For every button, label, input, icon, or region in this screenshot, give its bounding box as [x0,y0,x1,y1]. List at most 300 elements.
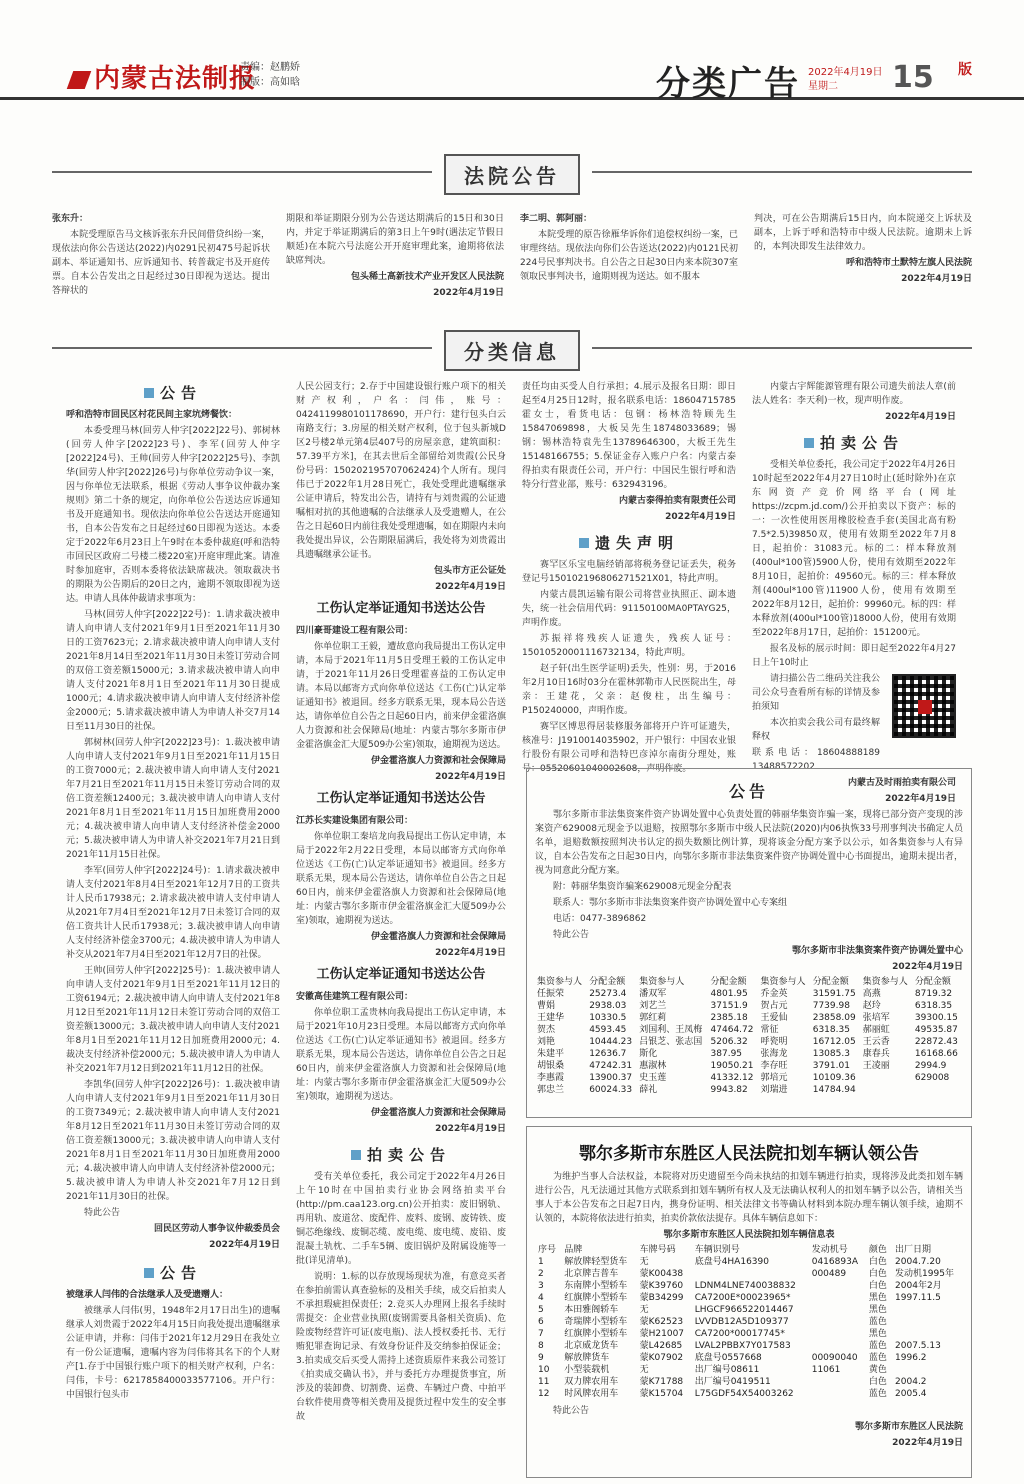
issue-date [808,66,883,94]
participant-name: 王凌丽 [862,1061,890,1071]
vin: 底盘号0557668 [694,1353,762,1363]
col-header: 分配金额 [812,977,849,987]
labor-p2: 马林(回劳人仲字[2022]22号)：1.请求裁决被申请人向申请人支付2021年9月1日至2021年11月30日的工资7623元；2.请求裁决被申请人向申请人支付2021年8月14日至2021年11月30日未签订劳动合同的双倍工资差额15000元；3.请求裁决被申请人向申请人支付2021年8月1日至2021年11月30日提成1000元；4.请求裁决被申请人向申请人支付经济补偿金2000元；5.请求裁决被申请人为申请人补交7月14日至11月30日的社保。 [66,610,280,732]
manufacture-date: 发动机1995年 [895,1269,954,1279]
plate-number: 蒙K15704 [639,1389,684,1399]
vin: 出厂编号0419511 [694,1377,771,1387]
square-icon [579,538,589,548]
row-index: 6 [538,1317,544,1327]
participant-name: 乔金英 [760,989,788,999]
auction2-p4: 本次拍卖会我公司有最终解释权 [752,718,880,742]
vehicle-color: 黄色 [868,1365,887,1375]
vehicle-brand: 北京威龙货车 [564,1341,619,1351]
banner-rule [52,347,432,349]
allocation-amount: 9943.82 [710,1085,748,1095]
participant-name: 惠淑林 [639,1061,667,1071]
lost-p5: 赛罕区博思得居装修服务部将开户许可证遗失，核准号：J1910014035902，开户银行：中国农业银行股份有限公司呼和浩特巴彦淖尔南街分理处，账号：05520601040002608，声明作废。 [522,722,736,774]
square-icon [804,438,814,448]
lost-seal-p1: 内蒙古宇辉能源管理有限公司遗失前法人章(前法人姓名：李天利)一枚，现声明作废。 [752,382,956,406]
recipient: 被继承人闫伟的合法继承人及受遗赠人： [66,1290,229,1300]
recipient: 四川豪哥建设工程有限公司： [296,626,414,636]
vehicle-brand: 本田雅阁轿车 [564,1305,619,1315]
court-banner-title: 法院公告 [444,154,580,195]
vehicle-brand: 红旗牌小型轿车 [564,1329,628,1339]
allocation-amount: 7739.98 [812,1001,850,1011]
vin: 底盘号4HA16390 [694,1257,769,1267]
participant-name: 张培军 [862,1013,890,1023]
plate-number: 蒙K39760 [639,1281,684,1291]
page-number: 15 [892,60,934,95]
allocation-rows [535,988,963,1096]
allocation-amount: 39300.15 [914,1013,958,1023]
row-index: 2 [538,1269,544,1279]
allocation-row [535,988,963,1000]
allocation-amount [913,1084,963,1096]
recipient: 安徽高佳建筑工程有限公司： [296,992,414,1002]
participant-name: 胡银桑 [537,1061,565,1071]
col-header: 品牌 [564,1245,583,1255]
participant-name: 郭忠兰 [537,1085,565,1095]
row-index: 10 [538,1365,550,1375]
injury1-date: 2022年4月19日 [435,772,506,782]
manufacture-date: 1996.2 [895,1353,927,1363]
allocation-amount: 47464.72 [710,1025,754,1035]
allocation-amount: 19050.21 [710,1061,754,1071]
dongsheng-notice [526,1126,972,1478]
participant-name: 呼瓷明 [760,1037,788,1047]
allocation-amount: 387.95 [710,1049,743,1059]
page-tag: 版 [958,62,972,78]
dongsheng-end: 特此公告 [553,1406,590,1416]
ordos-p3: 联系人：鄂尔多斯市非法集资案件资产协调处置中心专案组 [553,898,788,908]
allocation-amount: 629008 [914,1073,950,1083]
allocation-row [535,1036,963,1048]
banner-rule [52,171,432,173]
vehicle-row [535,1352,963,1364]
vehicle-row [535,1256,963,1268]
vehicle-row [535,1364,963,1376]
vehicle-color: 黑色 [868,1293,887,1303]
labor-notice [66,380,280,1404]
vehicle-brand: 解放牌货车 [564,1353,610,1363]
engine-number [809,1304,866,1316]
dongsheng-footer [535,1404,963,1450]
allocation-amount: 10109.36 [812,1073,856,1083]
qr-code-icon[interactable] [892,674,956,738]
col-header: 出厂日期 [895,1245,932,1255]
row-index: 7 [538,1329,544,1339]
auction1-p2: 说明：1.标的以存放现场现状为准，有意竞买者在参拍前需认真查验标的及相关手续，成交后拍卖人不承担瑕疵担保责任；2.竞买人办理网上报名手续时需提交：企业营业执照(废钢需要具备相关资质)、危险废物经营许可证(废电瓶)、法人授权委托书、无行贿犯罪查询记录、有效身份证件及交纳参拍保证金；3.拍卖成交后买受人需持上述资质原件来我公司签订《拍卖成交确认书》，并与委托方办理提货事宜，所涉及的装卸费、切割费、运费、车辆过户费、中拍平台软件使用费等相关费用及提货过程中发生的安全事故 [296,1272,506,1422]
heir-heading: 公告 [66,1266,280,1280]
vehicle-color: 白色 [868,1377,887,1387]
allocation-amount: 13900.37 [589,1073,633,1083]
labor-heading: 公告 [66,386,280,400]
court-date: 2022年4月19日 [901,274,972,284]
recipient: 张东升： [52,214,89,224]
labor-p6: 李凯华(回劳人仲字[2022]26号)：1.裁决被申请人向申请人支付2021年9月1日至2021年11月30日的工资7349元；2.裁决被申请人向申请人支付2021年8月12日至2021年11月30日未签订劳动合同的双倍工资差额13000元；3.裁决被申请人向申请人支付2021年8月1日至2021年11月30日加班费用2000元；4.裁决被申请人向申请人支付经济补偿2000元；5.裁决被申请人为申请人补交2021年7月12日到2021年11月30日的社保。 [66,1080,280,1202]
notice-body: 判决，可在公告期满后15日内，向本院递交上诉状及副本，上诉于呼和浩特市中级人民法院。逾期未上诉的，本判决即发生法律效力。 [754,214,972,252]
newspaper-logo [70,58,256,95]
manufacture-date: 2004.7.20 [895,1257,941,1267]
manufacture-date: 2007.5.13 [895,1341,941,1351]
allocation-amount: 4593.45 [589,1025,627,1035]
allocation-header-row [535,976,963,988]
participant-name: 郭培元 [760,1073,788,1083]
auction2-p1: 受相关单位委托，我公司定于2022年4月26日10时起至2022年4月27日10时止(延时除外)在京东网资产竞价网络平台(网址https://zcpm.jd.com/)公开拍卖以下资产：标的一：一次性使用医用橡胶检查手套(美国北高有粉7.5*2.5)39850双，使用有效期至2022年7月8日，起拍价：31083元。标的二：样本释放剂(400ul*100管)5900人份，使用有效期至2022年8月10日，起拍价：49560元。标的三：样本释放剂(400ul*100管)11900人份，使用有效期至2022年8月12日，起拍价：99960元。标的四：样本释放剂(400ul*100管)18000人份，使用有效期至2022年8月17日，起拍价：151200元。 [752,460,956,638]
vin: L75GDF54X54003262 [694,1389,794,1399]
plate-number: 无 [639,1305,649,1315]
engine-number [809,1316,866,1328]
engine-number: 0416893A [811,1257,858,1267]
info-banner [52,330,972,366]
vin: LHGCF966522014467 [694,1305,794,1315]
allocation-amount: 4801.95 [710,989,748,999]
dongsheng-date: 2022年4月19日 [892,1438,963,1448]
column-2 [296,380,506,1426]
vehicle-color: 白色 [868,1281,887,1291]
court-banner [52,154,972,190]
plate-number: 蒙L42685 [639,1341,683,1351]
vehicle-row [535,1340,963,1352]
vehicle-brand: 解放牌轻型货车 [564,1257,628,1267]
ordos-date: 2022年4月19日 [892,962,963,972]
plate-number: 蒙K00438 [639,1269,684,1279]
participant-name: 朱建平 [537,1049,565,1059]
vehicle-color: 黑色 [868,1305,887,1315]
column-4 [752,380,956,808]
injury1-body: 你单位职工王毅，遭故意向我局提出工伤认定申请，本局于2021年11月5日受理王毅的工伤认定申请，于2021年11月26日受理霍喜益的工伤认定申请。本局以邮寄方式向你单位送达《工伤(亡)认定举证通知书》被退回。经多方联系无果，现本局公告送达，请你单位自公告之日起60日内，前来伊金霍洛旗人力资源和社会保障局(地址：内蒙古鄂尔多斯市伊金霍洛旗金汇大厦509办公室)领取，逾期视为送达。 [296,642,506,750]
participant-name: 赵玲 [862,1001,881,1011]
plate-number: 无 [639,1257,649,1267]
manufacture-date [892,1316,963,1328]
vehicle-rows [535,1256,963,1400]
vehicle-row [535,1376,963,1388]
allocation-row [535,1012,963,1024]
col-header: 分配金额 [589,977,626,987]
recipient: 李二明、郭阿丽： [520,214,593,224]
participant-name: 张海龙 [760,1049,788,1059]
engine-number [809,1292,866,1304]
participant-name: 刘瑞进 [760,1085,788,1095]
participant-name: 吕银芝、张志国 [639,1037,703,1047]
labor-end: 特此公告 [84,1208,121,1218]
participant-name: 史玉莲 [639,1073,667,1083]
labor-sign: 回民区劳动人事争议仲裁委员会 [153,1224,280,1234]
allocation-amount: 16168.66 [914,1049,958,1059]
allocation-amount: 14784.94 [812,1085,856,1095]
participant-name: 刘艳 [537,1037,556,1047]
recipient: 江苏长实建设集团有限公司： [296,816,414,826]
court-sign: 包头稀土高新技术产业开发区人民法院 [350,272,504,282]
vehicle-header-row [535,1244,963,1256]
labor-p5: 王帅(回劳人仲字[2022]25号)：1.裁决被申请人向申请人支付2021年9月1日至2021年11月12日的工资6194元；2.裁决被申请人向申请人支付2021年8月12日至2021年11月12日未签订劳动合同的双倍工资差额13000元；3.裁决被申请人向申请人支付2021年8月1日至2021年11月12日加班费用2000元；4.裁决支付经济补偿2000元；5.裁决被申请人为申请人补交2021年7月12日到2021年11月12日的社保。 [66,966,280,1074]
ordos-heading: 公告 [728,782,769,801]
allocation-amount: 2994.9 [914,1061,947,1071]
notice-body: 本院受理的原告徐雁华诉你们追偿权纠纷一案，已审理终结。现依法向你们公告送达(2022)内0121民初224号民事判决书。自公告之日起30日内来本院307室领取民事判决书，逾期则视为送达。如不服本 [520,230,738,282]
plate-number: 蒙K07902 [639,1353,684,1363]
participant-name: 斯化 [639,1049,658,1059]
dongsheng-body [535,1170,963,1242]
injury1-sign: 伊金霍洛旗人力资源和社会保障局 [370,756,506,766]
participant-name: 薛礼 [639,1085,658,1095]
square-icon [351,1150,361,1160]
injury3-sign: 伊金霍洛旗人力资源和社会保障局 [370,1108,506,1118]
participant-name: 任振荣 [537,989,565,999]
manufacture-date: 2004.2 [895,1377,927,1387]
row-index: 3 [538,1281,544,1291]
auction2-p5: 联系电话：18604888189 13488572202 [752,748,880,772]
allocation-amount: 2385.18 [710,1013,748,1023]
labor-p4: 李军(回劳人仲字[2022]24号)：1.请求裁决被申请人支付2021年8月4日至2021年12月7日的工资共计人民币17938元；2.请求裁决被申请人支付申请人从2021年7月4日至2021年12月7日未签订合同的双倍工资共计人民币17938元；3.裁决被申请人向申请人支付经济补偿金3700元；4.裁决被申请人为申请人补交从2021年7月4日至2021年12月7日的社保。 [66,866,280,960]
labor-date: 2022年4月19日 [209,1240,280,1250]
participant-name: 郝丽虹 [862,1025,890,1035]
injury2-body: 你单位职工秦培龙向我局提出工伤认定申请，本局于2022年2月22日受理，本局以邮寄方式向你单位送达《工伤(亡)认定举证通知书》被退回。经多方联系无果，现本局公告送达，请你单位自公告之日起60日内，前来伊金霍洛旗人力资源和社会保障局(地址：内蒙古鄂尔多斯市伊金霍洛旗金汇大厦509办公室)领取，逾期视为送达。 [296,832,506,926]
participant-name: 康春兵 [862,1049,890,1059]
col-header: 集资参与人 [760,977,806,987]
auction1-p1: 受有关单位委托，我公司定于2022年4月26日上午10时在中国拍卖行业协会网络拍卖平台(http://pm.caa123.org.cn)公开拍卖：废旧钢轨、再用轨、废道岔、废配件、废料、废钢、废铸铁、废铜芯绝缘线、废铜芯缆、废电缆、废电缆、废铅、废混凝土轨枕、二手车5辆、废旧锅炉及附属设施等一批(详见清单)。 [296,1172,506,1266]
allocation-amount: 3791.01 [812,1061,850,1071]
court-notice-1 [52,212,270,300]
logo-text: 内蒙古法制报 [94,64,257,94]
dongsheng-title: 鄂尔多斯市东胜区人民法院扣划车辆认领公告 [579,1144,919,1164]
allocation-amount: 10444.23 [589,1037,633,1047]
auction2-contact-block [752,672,956,774]
ordos-p2: 附：韩丽华集资诈骗案629008元现金分配表 [553,882,732,892]
manufacture-date [892,1304,963,1316]
auction1-sign: 内蒙古泰得拍卖有限责任公司 [618,496,736,506]
participant-name: 刘艺兰 [639,1001,667,1011]
engine-number [809,1280,866,1292]
manufacture-date [892,1364,963,1376]
allocation-amount: 49535.87 [914,1025,958,1035]
participant-name: 王云香 [862,1037,890,1047]
row-index: 1 [538,1257,544,1267]
vehicle-row [535,1328,963,1340]
lost-p4: 赵子轩(出生医学证明)丢失，性别：男，于2016年2月10日16时03分在霍林郭勒市人民医院出生，母亲：王建花，父亲：赵俊柱，出生编号：P150240000，声明作废。 [522,664,736,716]
injury1-title: 工伤认定举证通知书送达公告 [316,601,486,616]
labor-p3: 郭树林(回劳人仲字[2022]23号)：1.裁决被申请人向申请人支付2021年9月1日至2021年11月15日的工资7000元；2.裁决被申请人向申请人支付2021年7月21日至2021年11月15日未签订劳动合同的双倍工资差额12400元；3.裁决被申请人向申请人支付2021年8月1日至2021年11月15日加班费用2000元；4.裁决被申请人向申请人支付经济补偿金2000元；5.裁决被申请人为申请人补交2021年7月21日到2021年11月15日社保。 [66,738,280,860]
lost-seal-date: 2022年4月19日 [885,412,956,422]
masthead [0,0,1024,104]
col-header: 集资参与人 [862,977,908,987]
participant-name [861,1072,913,1084]
col-header: 序号 [538,1245,557,1255]
allocation-amount: 16712.05 [812,1037,856,1047]
heir-date: 2022年4月19日 [435,582,506,592]
participant-name: 李惠霞 [537,1073,565,1083]
manufacture-date [892,1328,963,1340]
participant-name: 潘双军 [639,989,667,999]
allocation-amount: 41332.12 [710,1073,754,1083]
injury3-body: 你单位职工孟贵林向我局提出工伤认定申请，本局于2021年10月23日受理。本局以邮寄方式向你单位送达《工伤(亡)认定举证通知书》被退回。经多方联系无果，现本局公告送达，请你单位自公告之日起60日内，前来伊金霍洛旗人力资源和社会保障局(地址：内蒙古鄂尔多斯市伊金霍洛旗金汇大厦509办公室)领取，逾期视为送达。 [296,1008,506,1102]
auction2-heading: 拍卖公告 [752,436,956,450]
date: 2022年4月19日 [808,67,883,78]
ordos-p1: 鄂尔多斯市非法集资案件资产协调处置中心负责处置的韩丽华集资诈骗一案，现将已部分资产变现的涉案资产629008元现金予以退赔，按照鄂尔多斯市中级人民法院(2020)内06执恢33号刑事判决书确定人员名单，退赔数额按照判决书认定的损失数额比例计算，现将该金分配方案予以公示，如各集资参与人有异议，自本公告发布之日起30日内，向鄂尔多斯市非法集资案件资产协调处置中心书面提出，逾期未提出者，视为同意此分配方案。 [535,810,963,876]
vehicle-row [535,1304,963,1316]
vehicle-brand: 时风牌农用车 [564,1389,619,1399]
manufacture-date: 2004年2月 [895,1281,942,1291]
vehicle-brand: 小型装载机 [564,1365,610,1375]
participant-name: 李存旺 [760,1061,788,1071]
participant-name: 郭红莉 [639,1013,667,1023]
allocation-amount: 2938.03 [589,1001,627,1011]
lost-p3: 苏振祥将残疾人证遗失，残疾人证号：15010520001116732134，特此声明。 [522,634,736,658]
vehicle-row [535,1388,963,1400]
participant-name: 贺占元 [760,1001,788,1011]
dongsheng-p1: 为维护当事人合法权益，本院将对历史遗留至今尚未执结的扣划车辆进行拍卖，现将涉及此类扣划车辆进行公告，凡无法通过其他方式联系到扣划车辆所有权人及无法确认权利人的扣划车辆予以公告，请相关当事人于本公告发布之日起7日内，携身份证明、相关法律文书等确认材料到本院办理车辆认领手续，逾期不认领的，本院将依法进行拍卖，拍卖价款依法提存。具体车辆信息如下： [535,1172,963,1224]
participant-name: 王建华 [537,1013,565,1023]
row-index: 5 [538,1305,544,1315]
injury3-date: 2022年4月19日 [435,1124,506,1134]
allocation-amount: 6318.35 [812,1025,850,1035]
participant-name: 王爱仙 [760,1013,788,1023]
col-header: 车牌号码 [639,1245,676,1255]
vehicle-color: 蓝色 [868,1353,887,1363]
editor: 责编：赵鹏娇 [240,62,300,73]
allocation-amount: 23858.09 [812,1013,856,1023]
allocation-row [535,1072,963,1084]
engine-number [809,1340,866,1352]
qr-logo-icon [918,700,932,714]
allocation-row [535,1000,963,1012]
vehicle-color: 黑色 [868,1329,887,1339]
allocation-amount: 5206.32 [710,1037,748,1047]
plate-number: 蒙K71788 [639,1377,684,1387]
allocation-row [535,1084,963,1096]
auction2-p2: 报名及标的展示时间：即日起至2022年4月27日上午10时止 [752,644,956,668]
ordos-p4: 电话：0477-3896862 [553,914,647,924]
vehicle-row [535,1280,963,1292]
col-header: 发动机号 [811,1245,848,1255]
participant-name [861,1084,913,1096]
row-index: 4 [538,1293,544,1303]
lost-p2: 内蒙古晨凯运输有限公司将营业执照正、副本遗失，统一社会信用代码：91150100MA0PTAYG25，声明作废。 [522,590,736,628]
heir-p2: 人民公园支行；2.存于中国建设银行账户项下的相关财产权利，户名：闫伟，账号：0424119980101178690，开户行：建行包头白云南路支行；3.房屋的相关财产权利，位于包头新城D区2号楼2单元第4层407号的房屋亲意，建筑面积：57.39平方米]，在其去世后全部留给刘贵霞(公民身份号码：150202195707062424)个人所有。现闫伟已于2022年1月28日死亡，我处受理此遗嘱继承公证申请后，特发出公告，请持有与刘贵霞的公证遗嘱相对抗的其他遗嘱的合法继承人及受遗赠人，在公告之日起60日内前往我处受理遗嘱，如在期限内未向我处提出异议，公告期限届满后，我处将为刘贵霞出具遗嘱继承公证书。 [296,382,506,560]
banner-rule [592,171,972,173]
col-header: 颜色 [868,1245,887,1255]
vehicle-brand: 奇瑞牌小型轿车 [564,1317,628,1327]
vehicle-brand: 东南牌小型轿车 [564,1281,628,1291]
column-3 [522,380,736,778]
row-index: 8 [538,1341,544,1351]
vehicle-color: 蓝色 [868,1317,887,1327]
allocation-amount: 8719.32 [914,989,953,999]
plate-number: 蒙B34299 [639,1293,684,1303]
vehicle-table [535,1244,963,1400]
allocation-amount: 37151.9 [710,1001,748,1011]
plate-number: 蒙H21007 [639,1329,685,1339]
square-icon [144,388,154,398]
lost-p1: 赛罕区乐宝电脑经销部将税务登记证丢失，税务登记号150102196806271521X01，特此声明。 [522,560,736,584]
vehicle-color: 白色 [868,1257,887,1267]
injury2-date: 2022年4月19日 [435,948,506,958]
vin: LVAL2PBBX7Y017583 [694,1341,791,1351]
vehicle-brand: 北京牌吉普车 [564,1269,619,1279]
allocation-row [535,1048,963,1060]
participant-name: 常征 [760,1025,779,1035]
participant-name: 曹娟 [537,1001,556,1011]
dongsheng-sign: 鄂尔多斯市东胜区人民法院 [854,1422,963,1432]
manufacture-date: 1997.11.5 [895,1293,941,1303]
allocation-amount: 6318.35 [914,1001,953,1011]
auction2-date: 2022年4月19日 [885,794,956,804]
col-header: 分配金额 [914,977,951,987]
heir-sign: 包头市方正公证处 [433,566,506,576]
vehicle-color: 蓝色 [868,1341,887,1351]
engine-number [809,1376,866,1388]
allocation-amount: 31591.75 [812,989,856,999]
row-index: 12 [538,1389,550,1399]
vehicle-row [535,1316,963,1328]
participant-name: 贺杰 [537,1025,556,1035]
vehicle-row [535,1292,963,1304]
square-icon [144,1268,154,1278]
vehicle-brand: 红旗牌小型轿车 [564,1293,628,1303]
manufacture-date: 2005.4 [895,1389,927,1399]
vin: CA7200E*00023965* [694,1293,791,1303]
recipient: 呼和浩特市回民区村花民间主家坑烤餐饮： [66,410,238,420]
court-notice-2 [520,212,738,286]
injury3-title: 工伤认定举证通知书送达公告 [316,967,486,982]
engine-number [809,1388,866,1400]
ordos-body [535,808,963,974]
producer: 制版：高如晗 [240,77,300,88]
auction1-p3: 责任均由买受人自行承担；4.展示及报名日期：即日起至4月25日12时，报名联系电话：18604715785霍女士，看货电话：包钢：杨林浩特顾先生15847069898，大板吴先生18748033689；锡钢：锡林浩特袁先生13789646300，大板王先生15148166755；5.保证金存入账户户名：内蒙古泰得拍卖有限责任公司，开户行：中国民生银行呼和浩特分行营业部，账号：632943196。 [522,382,736,490]
allocation-row [535,1060,963,1072]
info-banner-title: 分类信息 [444,330,580,371]
vehicle-color: 白色 [868,1269,887,1279]
allocation-amount: 13085.3 [812,1049,850,1059]
row-index: 11 [538,1377,550,1387]
allocation-amount: 25273.4 [589,989,627,999]
ordos-end: 特此公告 [553,930,590,940]
allocation-row [535,1024,963,1036]
auction2-p3: 请扫描公告二维码关注我公司公众号查看所有标的详情及参拍须知 [752,674,880,712]
engine-number: 11061 [811,1365,841,1375]
court-date: 2022年4月19日 [433,288,504,298]
section-name: 分类广告 [656,64,800,104]
lost-heading: 遗失声明 [522,536,736,550]
vin: LDNM4LNE740038832 [694,1281,796,1291]
plate-number: 无 [639,1365,649,1375]
ordos-sign: 鄂尔多斯市非法集资案件资产协调处置中心 [791,946,963,956]
court-notice-2-cont [754,212,972,288]
court-sign: 呼和浩特市土默特左旗人民法院 [845,258,972,268]
table-title: 鄂尔多斯市东胜区人民法院扣划车辆信息表 [663,1230,835,1240]
col-header: 车辆识别号 [694,1245,740,1255]
vehicle-row [535,1268,963,1280]
vin: CA7200*00017745* [694,1329,785,1339]
injury2-sign: 伊金霍洛旗人力资源和社会保障局 [370,932,506,942]
notice-body: 期限和举证期限分别为公告送达期满后的15日和30日内，并定于举证期满后的第3日上午9时(遇法定节假日顺延)在本院六号法庭公开开庭审理此案，逾期将依法缺席判决。 [286,214,504,266]
allocation-amount: 47242.31 [589,1061,633,1071]
auction1-heading: 拍卖公告 [296,1148,506,1162]
allocation-amount: 22872.43 [914,1037,958,1047]
row-index: 9 [538,1353,544,1363]
vehicle-color: 蓝色 [868,1389,887,1399]
col-header: 分配金额 [710,977,747,987]
allocation-amount: 60024.33 [589,1085,633,1095]
col-header: 集资参与人 [639,977,685,987]
court-notice-1-cont [286,212,504,302]
engine-number: 00090040 [811,1353,858,1363]
allocation-amount: 12636.7 [589,1049,627,1059]
labor-p1: 本委受理马林(回劳人仲字[2022]22号)、郭树林(回劳人仲字[2022]23号)、李军(回劳人仲字[2022]24号)、王帅(回劳人仲字[2022]25号)、李凯华(回劳人仲字[2022]26号)与你单位劳动争议一案，因与你单位无法联系，根据《劳动人事争议仲裁办案规则》第二十条的规定，向你单位公告送达应诉通知书及开庭通知书。现依法向你单位公告送达开庭通知书，自本公告发布之日起经过60日即视为送达。本委定于2022年6月23日上午9时在本委仲裁庭(呼和浩特市回民区政府二号楼二楼220室)开庭审理此案。请准时参加庭审，否则本委将依法缺席裁决。领取裁决书的期限为公告期后的20日之内，逾期不领取即视为送达。申请人具体仲裁请求事项为： [66,426,280,604]
ordos-notice [526,768,972,1118]
engine-number: 000489 [811,1269,847,1279]
edit-info [240,60,300,90]
participant-name: 刘国利、王凤梅 [639,1025,703,1035]
